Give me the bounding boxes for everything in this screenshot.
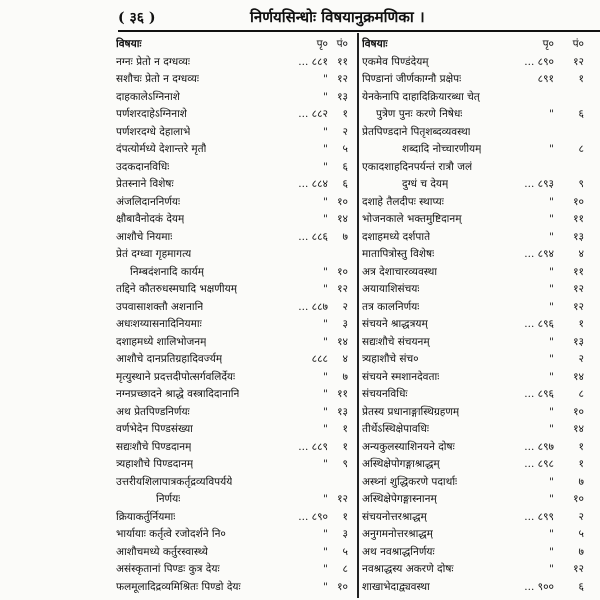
entry-page: " — [549, 493, 554, 505]
entry-page: " — [549, 545, 554, 558]
entry-line: ७ — [342, 230, 348, 243]
index-entry — [116, 526, 354, 544]
entry-subject: निर्णयः — [156, 493, 181, 505]
index-entry — [362, 579, 598, 597]
entry-page: " — [323, 563, 328, 575]
entry-line: ७ — [578, 545, 584, 558]
entry-line: ५ — [342, 545, 348, 558]
entry-line: १४ — [573, 370, 584, 383]
entry-page: " — [323, 545, 328, 558]
entry-page: ... ८८१ — [298, 55, 328, 68]
entry-page: " — [323, 580, 328, 593]
index-entry — [116, 491, 354, 509]
entry-line: १४ — [337, 213, 348, 225]
entry-line: १२ — [573, 300, 584, 313]
entry-page: ... ८८९ — [298, 440, 328, 453]
index-entry — [362, 439, 598, 457]
index-entry — [116, 211, 354, 229]
entry-subject: अथ नवश्राद्धनिर्णयः — [362, 545, 435, 558]
entry-subject: नवश्राद्धस्य अकरणे दोषः — [362, 563, 454, 575]
entry-subject: प्रेतपिण्डदाने पितृशब्दव्यवस्था — [362, 125, 471, 138]
entry-subject: असंस्कृतानां पिण्डः कुत्र देयः — [116, 563, 220, 575]
entry-page: " — [323, 73, 328, 85]
entry-line: १० — [573, 493, 584, 505]
entry-subject: शाखाभेदाद्व्यवस्था — [362, 580, 430, 593]
index-entry — [362, 246, 598, 264]
index-entry — [116, 299, 354, 317]
index-entry — [116, 351, 354, 369]
entry-subject: अनुगमनोत्तरश्राद्धम् — [362, 528, 433, 540]
entry-page: ... ८८२ — [298, 108, 328, 120]
entry-page: " — [323, 195, 328, 208]
entry-page: ... ८९० — [298, 510, 328, 523]
left-column-header — [116, 36, 354, 54]
entry-subject: पर्णशरदाहेऽग्निनाशे — [116, 108, 187, 120]
index-entry — [362, 299, 598, 317]
entry-page: " — [549, 353, 554, 365]
entry-subject: उत्तरीयशिलापात्रकर्तृद्रव्यविपर्यये — [116, 475, 233, 488]
entry-subject: आशौचे नियमाः — [116, 230, 173, 243]
index-entry — [362, 509, 598, 527]
entry-line: ९ — [578, 178, 584, 190]
page-heading: पृ० — [542, 38, 554, 50]
index-entry — [362, 229, 598, 247]
entry-line: १० — [573, 195, 584, 208]
entry-line: २ — [342, 300, 348, 313]
entry-line: ४ — [578, 248, 584, 260]
index-entry — [362, 561, 598, 579]
entry-subject: अंजलिदाननिर्णयः — [116, 195, 181, 208]
entry-subject: पर्णशरदग्धे देहालाभे — [116, 125, 191, 138]
entry-line: ३ — [342, 528, 348, 540]
entry-subject: त्र्यहाशौचे पिण्डदानम् — [116, 458, 194, 470]
index-entry — [362, 281, 598, 299]
entry-line: ६ — [342, 178, 348, 190]
entry-line: २ — [578, 510, 584, 523]
entry-line: ८ — [578, 388, 584, 400]
entry-subject: भोजनकाले भक्तमुष्टिदानम् — [362, 213, 462, 225]
entry-line: १३ — [573, 230, 584, 243]
entry-page: " — [323, 405, 328, 418]
entry-page: " — [323, 160, 328, 173]
entry-page: ८९१ — [537, 73, 554, 85]
index-entry — [362, 211, 598, 229]
index-entry — [116, 246, 354, 264]
entry-line: २ — [342, 125, 348, 138]
entry-page: " — [323, 318, 328, 330]
index-entry — [116, 89, 354, 107]
entry-page: ... ८९० — [524, 55, 554, 68]
entry-subject: प्रेतस्य प्रधानाङ्गास्थिग्रहणम् — [362, 405, 460, 418]
entry-subject: नग्नप्रच्छादने श्राद्धे वस्त्रादिदानानि — [116, 388, 240, 400]
entry-line: १४ — [337, 335, 348, 348]
entry-subject: शब्दादि नोच्चारणीयम् — [402, 143, 482, 155]
entry-line: १० — [573, 405, 584, 418]
entry-line: ६ — [342, 160, 348, 173]
entry-page: " — [549, 335, 554, 348]
entry-page: " — [323, 528, 328, 540]
right-column-header — [362, 36, 598, 54]
entry-line: ६ — [578, 580, 584, 593]
page-number: ( ३६ ) — [118, 10, 156, 26]
index-entry — [116, 281, 354, 299]
column-divider — [357, 33, 359, 598]
index-entry — [362, 491, 598, 509]
entry-subject: अथ प्रेतपिण्डनिर्णयः — [116, 405, 190, 418]
entry-subject: अन्यकुलस्याशिनयने दोषः — [362, 440, 455, 453]
header-rule — [118, 30, 600, 32]
page-heading: पृ० — [316, 38, 328, 50]
entry-line: ७ — [342, 370, 348, 383]
entry-subject: पुत्रेण पुनः करणे निषेधः — [376, 108, 463, 120]
entry-line: १२ — [573, 563, 584, 575]
entry-page: ... ८८४ — [298, 178, 328, 190]
entry-subject: दशाहमध्ये दर्शपाते — [362, 230, 431, 243]
entry-page: " — [549, 230, 554, 243]
left-column — [116, 36, 354, 596]
entry-line: ११ — [337, 55, 348, 68]
entry-page: " — [549, 475, 554, 488]
entry-line: १४ — [573, 423, 584, 435]
index-entry — [362, 421, 598, 439]
entry-subject: संचयने श्राद्धत्रयम् — [362, 318, 428, 330]
index-entry — [116, 509, 354, 527]
entry-subject: अयायाशिसंचयः — [362, 283, 420, 295]
entry-subject: अधःशय्यासनादिनियमाः — [116, 318, 202, 330]
index-entry — [362, 89, 598, 107]
entry-line: १२ — [337, 73, 348, 85]
index-entry — [362, 71, 598, 89]
index-entry — [362, 474, 598, 492]
index-entry — [116, 316, 354, 334]
entry-subject: तत्र कालनिर्णयः — [362, 300, 420, 313]
entry-subject: दाहकालेऽग्निनाशे — [116, 90, 180, 103]
index-entry — [362, 176, 598, 194]
entry-line: १० — [337, 195, 348, 208]
entry-page: ८८८ — [311, 353, 328, 365]
index-entry — [362, 316, 598, 334]
entry-subject: क्रियाकर्तुर्नियमाः — [116, 510, 176, 523]
index-entry — [362, 264, 598, 282]
entry-subject: संचयनोत्तरश्राद्धम् — [362, 510, 427, 523]
entry-subject: एकमेव पिण्डंदेयम् — [362, 55, 429, 68]
index-entry — [116, 544, 354, 562]
entry-line: १० — [337, 265, 348, 278]
entry-line: ५ — [342, 143, 348, 155]
entry-page: " — [323, 283, 328, 295]
entry-line: ९ — [342, 458, 348, 470]
entry-line: ३ — [342, 318, 348, 330]
index-entry — [362, 194, 598, 212]
index-entry — [116, 229, 354, 247]
entry-page: " — [323, 423, 328, 435]
entry-page: ... ९०० — [524, 580, 554, 593]
entry-page: " — [549, 265, 554, 278]
entry-line: १ — [578, 458, 584, 470]
entry-page: " — [549, 195, 554, 208]
entry-line: १३ — [573, 335, 584, 348]
entry-line: १२ — [573, 283, 584, 295]
entry-subject: वर्णभेदेन पिण्डसंख्या — [116, 423, 193, 435]
entry-line: १ — [342, 423, 348, 435]
index-entry — [116, 194, 354, 212]
entry-subject: एकादशाहदिनपर्यन्तं रात्रौ जलं — [362, 160, 473, 173]
entry-line: ८ — [578, 143, 584, 155]
index-entry — [362, 141, 598, 159]
entry-subject: क्षौबावैनोदकं देयम् — [116, 213, 185, 225]
index-entry — [362, 124, 598, 142]
index-entry — [362, 456, 598, 474]
index-entry — [362, 54, 598, 72]
entry-page: " — [323, 493, 328, 505]
entry-line: ६ — [578, 108, 584, 120]
entry-subject: आशौचे दानप्रतिग्रहादिवर्ज्यम् — [116, 353, 223, 365]
entry-subject: नग्नः प्रेतो न दग्धव्यः — [116, 55, 191, 68]
entry-subject: अस्थ्नां शुद्धिकरणे पदार्थाः — [362, 475, 458, 488]
entry-subject: मातापित्रोस्तु विशेषः — [362, 248, 435, 260]
page-title: निर्णयसिन्धोः विषयानुक्रमणिका । — [250, 8, 425, 26]
index-entry — [116, 264, 354, 282]
entry-line: १ — [342, 440, 348, 453]
entry-subject: दशाहमध्ये शालिभोजनम् — [116, 335, 207, 348]
entry-page: ... ८९३ — [524, 178, 554, 190]
entry-page: " — [323, 265, 328, 278]
entry-line: ७ — [578, 475, 584, 488]
entry-subject: त्र्यहाशौचे संच० — [362, 353, 419, 365]
entry-page: " — [549, 108, 554, 120]
index-entry — [116, 369, 354, 387]
entry-subject: सशौचः प्रेतो न दग्धव्यः — [116, 73, 200, 85]
entry-subject: उपवासाशक्तौ अशनानि — [116, 300, 204, 313]
entry-subject: फलमूलादिद्रव्यमिश्रितः पिण्डो देयः — [116, 580, 241, 593]
subject-heading: विषयाः — [116, 38, 142, 50]
entry-page: ... ८९८ — [524, 458, 554, 470]
entry-page: " — [549, 563, 554, 575]
entry-page: " — [549, 405, 554, 418]
entry-page: " — [549, 370, 554, 383]
index-entry — [116, 141, 354, 159]
line-heading: पं० — [572, 38, 584, 50]
index-entry — [116, 71, 354, 89]
entry-page: " — [323, 143, 328, 155]
entry-subject: भार्यायाः कर्तृत्वे रजोदर्शने नि० — [116, 528, 226, 540]
index-entry — [116, 421, 354, 439]
entry-subject: सद्यःशौचे पिण्डदानम् — [116, 440, 192, 453]
index-entry — [116, 334, 354, 352]
index-entry — [362, 351, 598, 369]
entry-page: " — [549, 300, 554, 313]
entry-line: ११ — [573, 213, 584, 225]
entry-page: " — [549, 528, 554, 540]
entry-line: १३ — [337, 405, 348, 418]
entry-line: १ — [578, 73, 584, 85]
entry-page: " — [549, 213, 554, 225]
entry-page: " — [323, 370, 328, 383]
index-entry — [116, 159, 354, 177]
index-entry — [362, 334, 598, 352]
entry-line: १३ — [337, 90, 348, 103]
entry-page: " — [323, 458, 328, 470]
entry-page: " — [323, 388, 328, 400]
entry-page: ... ८९९ — [524, 510, 554, 523]
entry-line: ११ — [573, 265, 584, 278]
right-column — [362, 36, 598, 596]
entry-subject: दुग्धं च देयम् — [402, 178, 449, 190]
entry-line: १२ — [573, 55, 584, 68]
index-entry — [116, 124, 354, 142]
entry-subject: अस्थिक्षेपेगङ्गास्नानम् — [362, 493, 437, 505]
subject-heading: विषयाः — [362, 38, 388, 50]
entry-subject: तद्दिने कौतरुधस्मघादि भक्षणीयम् — [116, 283, 237, 295]
entry-page: " — [323, 213, 328, 225]
index-entry — [116, 456, 354, 474]
index-entry — [116, 474, 354, 492]
entry-subject: तीर्थेऽस्थिक्षेपावधिः — [362, 423, 429, 435]
entry-subject: संचयने स्मशानदेवताः — [362, 370, 440, 383]
entry-page: " — [323, 335, 328, 348]
entry-page: ... ८९६ — [524, 388, 554, 400]
entry-line: १० — [337, 580, 348, 593]
entry-page: ... ८९४ — [524, 248, 554, 260]
index-entry — [116, 106, 354, 124]
entry-subject: दंपत्योर्मध्ये देशान्तरे मृतौ — [116, 143, 207, 155]
entry-subject: प्रेतं दग्ध्वा गृहमागत्य — [116, 248, 192, 260]
entry-page: " — [549, 423, 554, 435]
entry-subject: येनकेनापि दाहादिक्रियारब्धा चेत् — [362, 90, 480, 103]
entry-subject: आशौचमध्ये कर्तुरस्वास्थ्ये — [116, 545, 208, 558]
index-entry — [362, 386, 598, 404]
entry-line: १ — [578, 440, 584, 453]
index-entry — [116, 439, 354, 457]
index-entry — [362, 159, 598, 177]
entry-page: " — [549, 143, 554, 155]
entry-line: १ — [578, 318, 584, 330]
entry-line: ४ — [342, 353, 348, 365]
index-entry — [362, 544, 598, 562]
entry-subject: संचयनविधिः — [362, 388, 408, 400]
entry-line: १२ — [337, 283, 348, 295]
entry-page: " — [549, 283, 554, 295]
entry-page: ... ८८७ — [298, 300, 328, 313]
entry-subject: प्रेतस्नाने विशेषः — [116, 178, 174, 190]
index-entry — [116, 561, 354, 579]
entry-subject: मृत्युस्थाने प्रदत्तदीपोत्सर्गवलिर्देयः — [116, 370, 236, 383]
entry-line: १ — [342, 108, 348, 120]
index-entry — [116, 386, 354, 404]
entry-subject: निम्बदंशनादि कार्यम् — [130, 265, 205, 278]
entry-line: १२ — [337, 493, 348, 505]
entry-line: १ — [342, 510, 348, 523]
entry-line: ५ — [578, 528, 584, 540]
index-entry — [362, 404, 598, 422]
line-heading: पं० — [336, 38, 348, 50]
entry-page: " — [323, 90, 328, 103]
entry-subject: उदकदानविधिः — [116, 160, 170, 173]
entry-subject: पिण्डानां जीर्णकाग्नौ प्रक्षेपः — [362, 73, 462, 85]
entry-page: ... ८९७ — [524, 440, 554, 453]
index-entry — [362, 106, 598, 124]
index-entry — [362, 526, 598, 544]
entry-subject: सद्यःशौचे संचयनम् — [362, 335, 430, 348]
entry-page: ... ८८६ — [298, 230, 328, 243]
index-entry — [116, 404, 354, 422]
entry-line: ११ — [337, 388, 348, 400]
index-entry — [116, 579, 354, 597]
entry-page: " — [323, 125, 328, 138]
entry-page: ... ८९६ — [524, 318, 554, 330]
entry-subject: अत्र देशाचारव्यवस्था — [362, 265, 438, 278]
entry-subject: अस्थिक्षेपोगङ्गाश्राद्धम् — [362, 458, 440, 470]
index-entry — [116, 176, 354, 194]
index-entry — [116, 54, 354, 72]
index-entry — [362, 369, 598, 387]
entry-subject: दशाहे तैलदीपः स्थाप्यः — [362, 195, 444, 208]
entry-line: २ — [578, 353, 584, 365]
entry-line: ८ — [342, 563, 348, 575]
